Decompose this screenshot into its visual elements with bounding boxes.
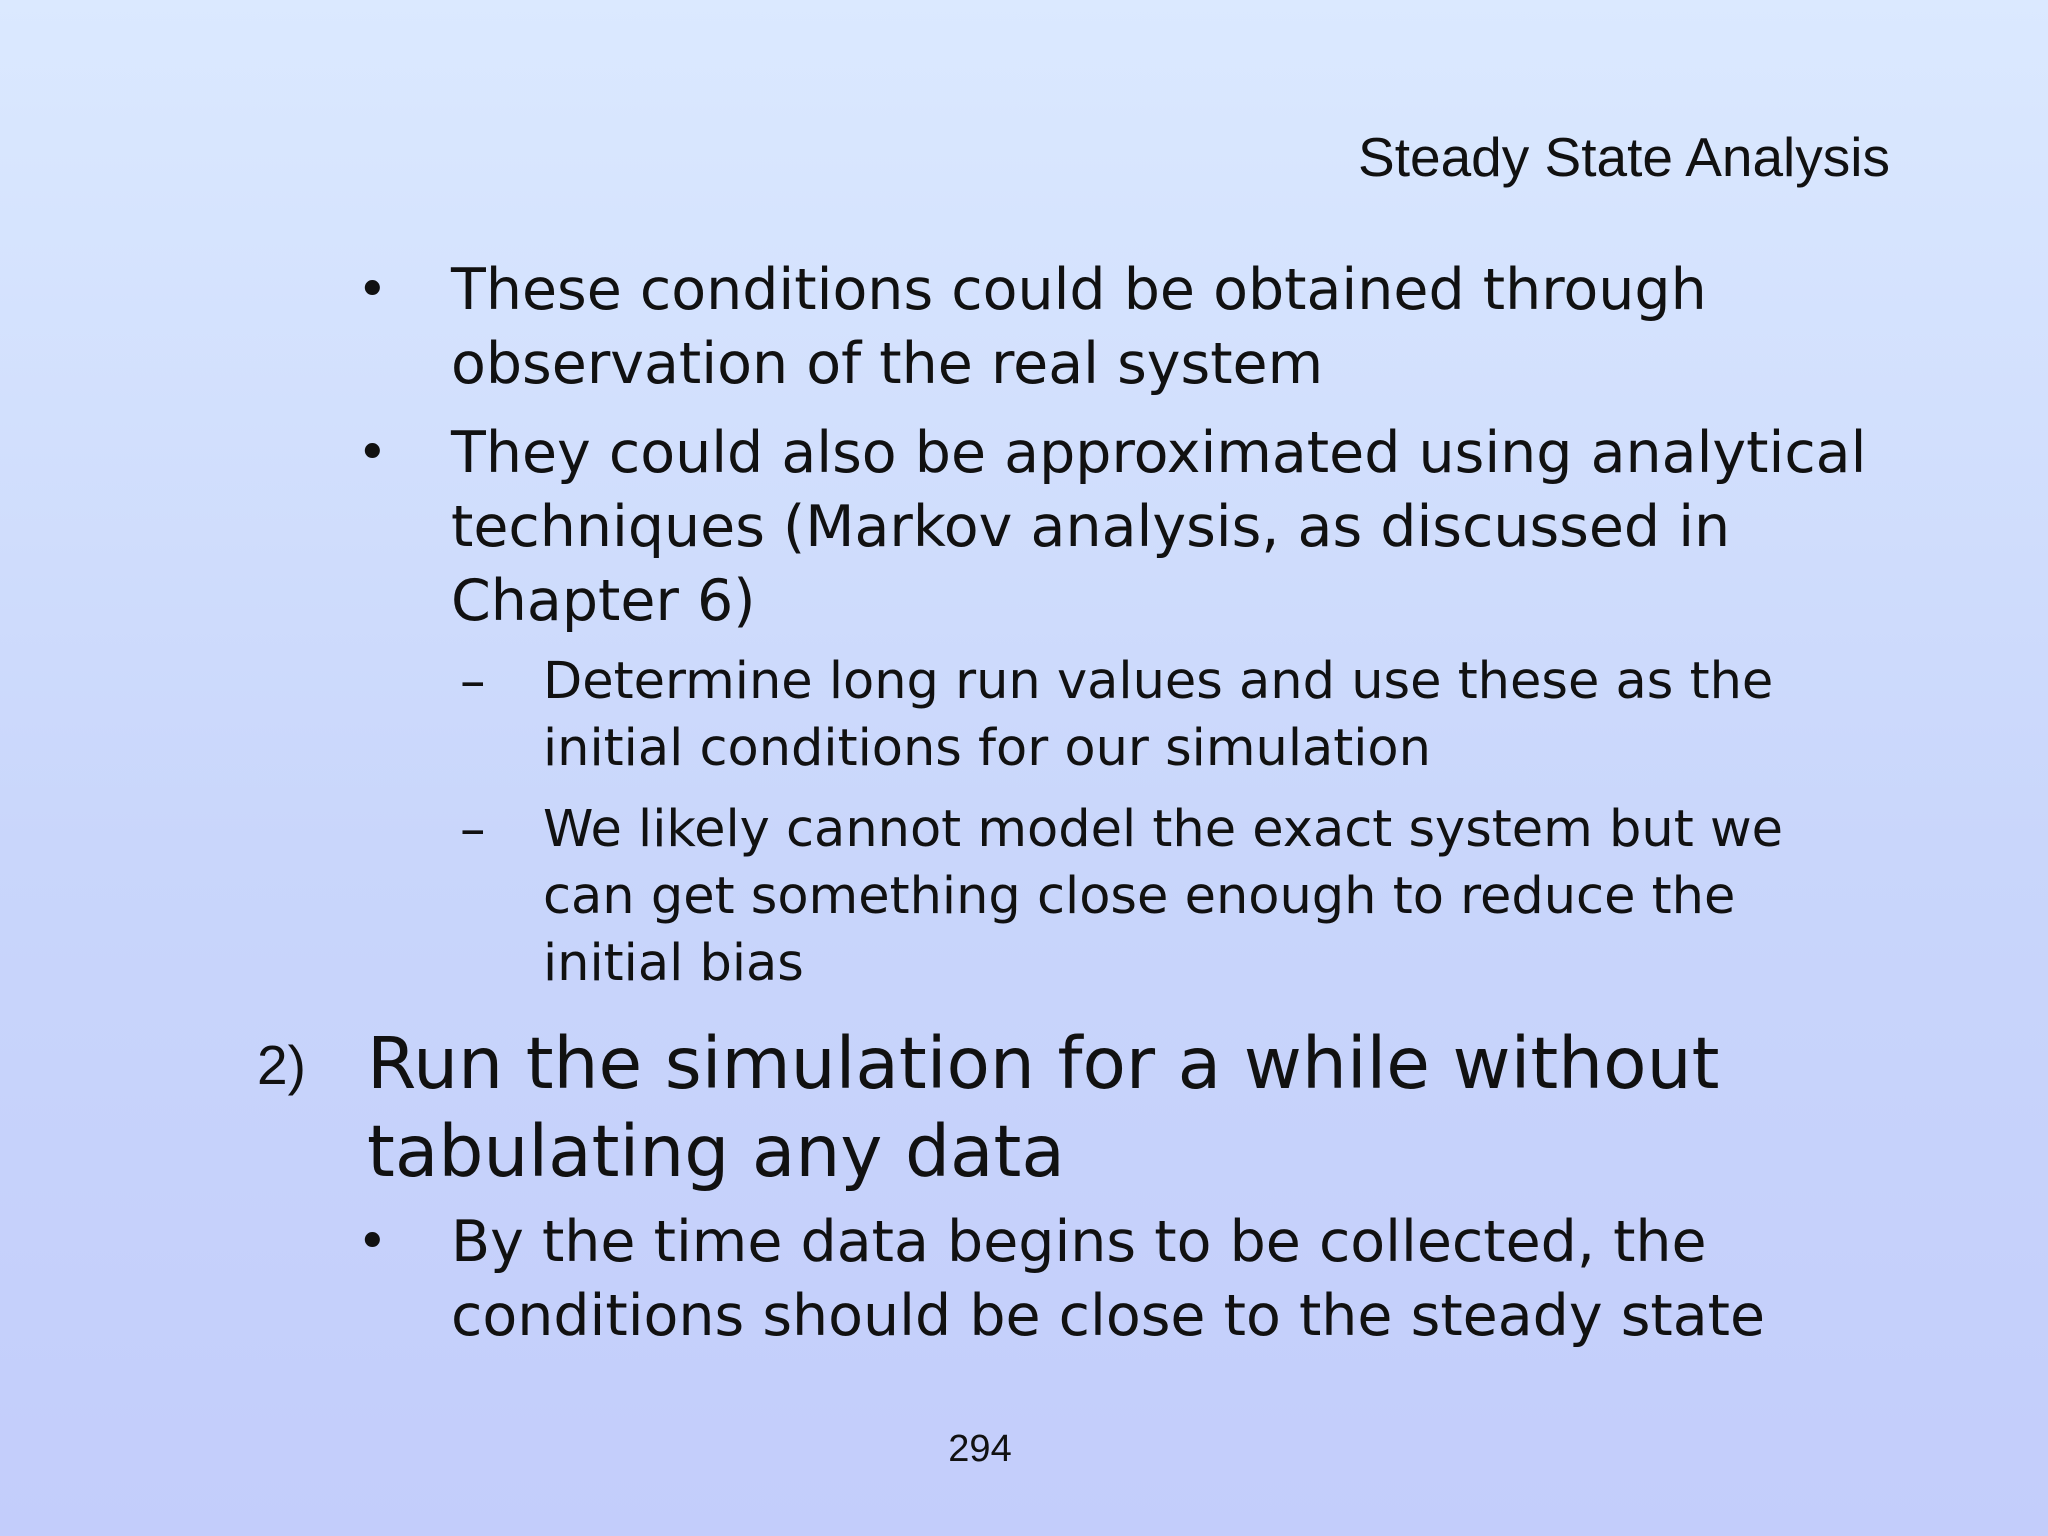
dash-marker: –: [460, 800, 486, 859]
bullet-marker: •: [357, 423, 388, 483]
bullet-text-line: These conditions could be obtained through: [451, 257, 1707, 323]
bullet-text: [451, 253, 1951, 401]
sub-item-line: initial bias: [543, 934, 804, 993]
bullet-text-line: conditions should be close to the steady state: [451, 1283, 1766, 1349]
sub-item-line: can get something close enough to reduce the: [543, 867, 1736, 926]
slide-title: Steady State Analysis: [1358, 126, 1890, 188]
numbered-item-line: Run the simulation for a while without: [367, 1022, 1720, 1105]
bullet-marker: •: [357, 260, 388, 320]
numbered-item-line: tabulating any data: [367, 1110, 1065, 1193]
bullet-text: [451, 416, 1951, 638]
sub-item-text: [543, 648, 1923, 782]
bullet-text-line: observation of the real system: [451, 331, 1324, 397]
bullet-text-line: Chapter 6): [451, 568, 756, 634]
dash-marker: –: [460, 652, 486, 711]
sub-item-text: [543, 796, 1923, 997]
numbered-item-label: 2): [257, 1034, 306, 1096]
bullet-text-line: techniques (Markov analysis, as discussed in: [451, 494, 1731, 560]
sub-item-line: initial conditions for our simulation: [543, 719, 1431, 778]
sub-item-line: Determine long run values and use these as the: [543, 652, 1774, 711]
sub-item-line: We likely cannot model the exact system but we: [543, 800, 1784, 859]
page-number: 294: [948, 1428, 1012, 1470]
bullet-text: [451, 1205, 1951, 1353]
bullet-marker: •: [357, 1212, 388, 1272]
bullet-text-line: By the time data begins to be collected, the: [451, 1209, 1707, 1275]
numbered-item-text: [367, 1020, 1967, 1196]
bullet-text-line: They could also be approximated using analytical: [451, 420, 1867, 486]
